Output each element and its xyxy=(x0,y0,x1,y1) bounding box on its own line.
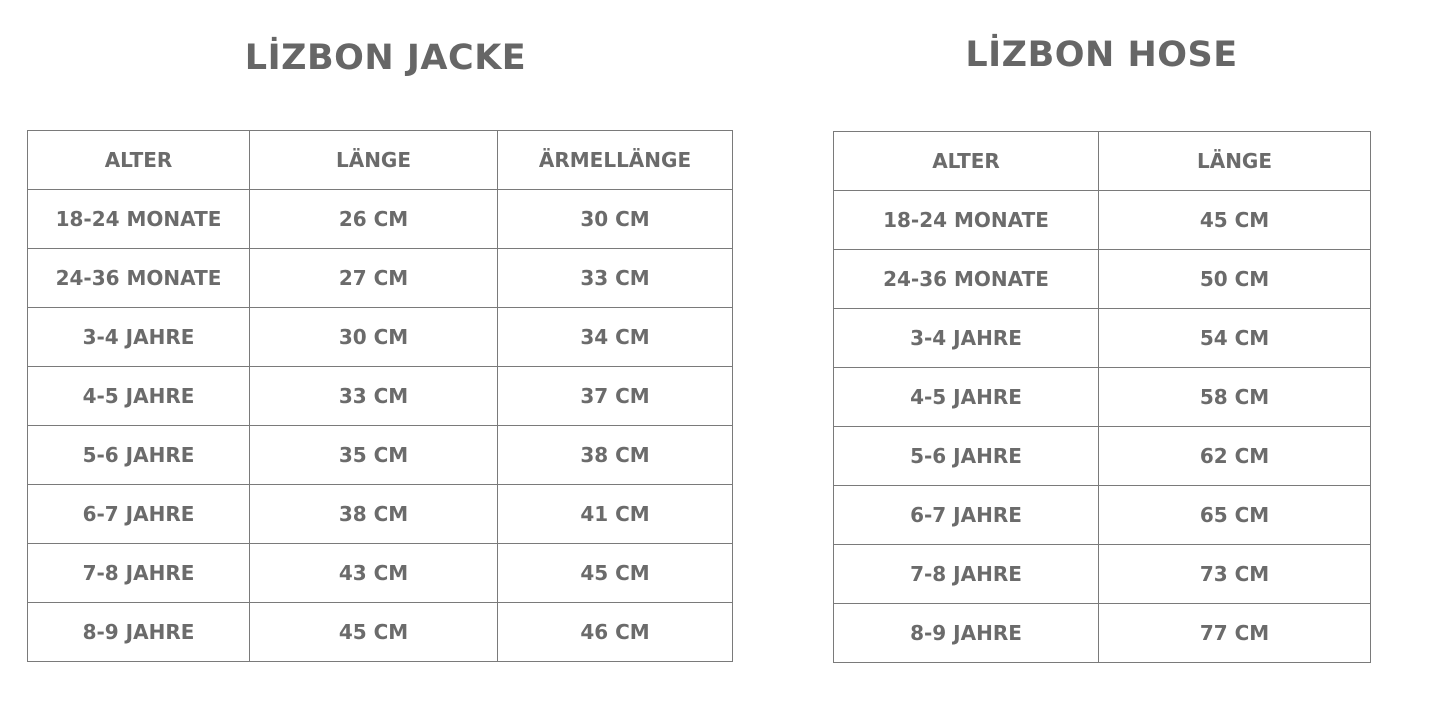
jacke-header-alter: ALTER xyxy=(28,131,250,190)
hose-cell-alter: 3-4 JAHRE xyxy=(834,309,1099,368)
hose-cell-laenge: 65 CM xyxy=(1099,486,1371,545)
jacke-cell-aermellaenge: 46 CM xyxy=(498,603,733,662)
jacke-size-table xyxy=(27,130,733,662)
hose-cell-alter: 4-5 JAHRE xyxy=(834,368,1099,427)
table-row xyxy=(834,486,1371,545)
hose-cell-alter: 5-6 JAHRE xyxy=(834,427,1099,486)
jacke-cell-laenge: 30 CM xyxy=(250,308,498,367)
hose-cell-alter: 7-8 JAHRE xyxy=(834,545,1099,604)
hose-cell-laenge: 77 CM xyxy=(1099,604,1371,663)
hose-cell-laenge: 50 CM xyxy=(1099,250,1371,309)
table-row xyxy=(834,545,1371,604)
jacke-cell-laenge: 33 CM xyxy=(250,367,498,426)
jacke-cell-aermellaenge: 41 CM xyxy=(498,485,733,544)
jacke-cell-alter: 18-24 MONATE xyxy=(28,190,250,249)
jacke-cell-laenge: 43 CM xyxy=(250,544,498,603)
table-row xyxy=(28,544,733,603)
hose-cell-laenge: 62 CM xyxy=(1099,427,1371,486)
table-row xyxy=(834,191,1371,250)
table-row xyxy=(28,190,733,249)
table-row xyxy=(834,368,1371,427)
jacke-cell-alter: 6-7 JAHRE xyxy=(28,485,250,544)
jacke-cell-laenge: 38 CM xyxy=(250,485,498,544)
table-row xyxy=(834,309,1371,368)
table-row xyxy=(28,603,733,662)
jacke-cell-aermellaenge: 37 CM xyxy=(498,367,733,426)
hose-cell-laenge: 45 CM xyxy=(1099,191,1371,250)
jacke-cell-alter: 4-5 JAHRE xyxy=(28,367,250,426)
hose-size-table xyxy=(833,131,1371,663)
jacke-cell-alter: 3-4 JAHRE xyxy=(28,308,250,367)
hose-cell-alter: 8-9 JAHRE xyxy=(834,604,1099,663)
jacke-cell-alter: 7-8 JAHRE xyxy=(28,544,250,603)
hose-cell-laenge: 73 CM xyxy=(1099,545,1371,604)
table-row xyxy=(834,604,1371,663)
jacke-cell-alter: 24-36 MONATE xyxy=(28,249,250,308)
jacke-cell-laenge: 27 CM xyxy=(250,249,498,308)
jacke-header-row xyxy=(28,131,733,190)
table-row xyxy=(834,250,1371,309)
jacke-cell-aermellaenge: 30 CM xyxy=(498,190,733,249)
table-row xyxy=(28,308,733,367)
jacke-cell-aermellaenge: 33 CM xyxy=(498,249,733,308)
hose-header-row xyxy=(834,132,1371,191)
jacke-cell-aermellaenge: 45 CM xyxy=(498,544,733,603)
hose-cell-alter: 6-7 JAHRE xyxy=(834,486,1099,545)
hose-cell-alter: 24-36 MONATE xyxy=(834,250,1099,309)
hose-header-laenge: LÄNGE xyxy=(1099,132,1371,191)
hose-cell-laenge: 54 CM xyxy=(1099,309,1371,368)
jacke-header-laenge: LÄNGE xyxy=(250,131,498,190)
table-row xyxy=(28,426,733,485)
jacke-header-aermellaenge: ÄRMELLÄNGE xyxy=(498,131,733,190)
table-row xyxy=(28,485,733,544)
hose-cell-laenge: 58 CM xyxy=(1099,368,1371,427)
jacke-cell-laenge: 35 CM xyxy=(250,426,498,485)
jacke-cell-laenge: 26 CM xyxy=(250,190,498,249)
table-row xyxy=(28,249,733,308)
jacke-cell-alter: 5-6 JAHRE xyxy=(28,426,250,485)
hose-cell-alter: 18-24 MONATE xyxy=(834,191,1099,250)
jacke-cell-alter: 8-9 JAHRE xyxy=(28,603,250,662)
jacke-cell-aermellaenge: 38 CM xyxy=(498,426,733,485)
jacke-cell-laenge: 45 CM xyxy=(250,603,498,662)
table-row xyxy=(28,367,733,426)
hose-title: LİZBON HOSE xyxy=(965,35,1238,75)
jacke-cell-aermellaenge: 34 CM xyxy=(498,308,733,367)
hose-header-alter: ALTER xyxy=(834,132,1099,191)
jacke-title: LİZBON JACKE xyxy=(244,38,527,78)
table-row xyxy=(834,427,1371,486)
